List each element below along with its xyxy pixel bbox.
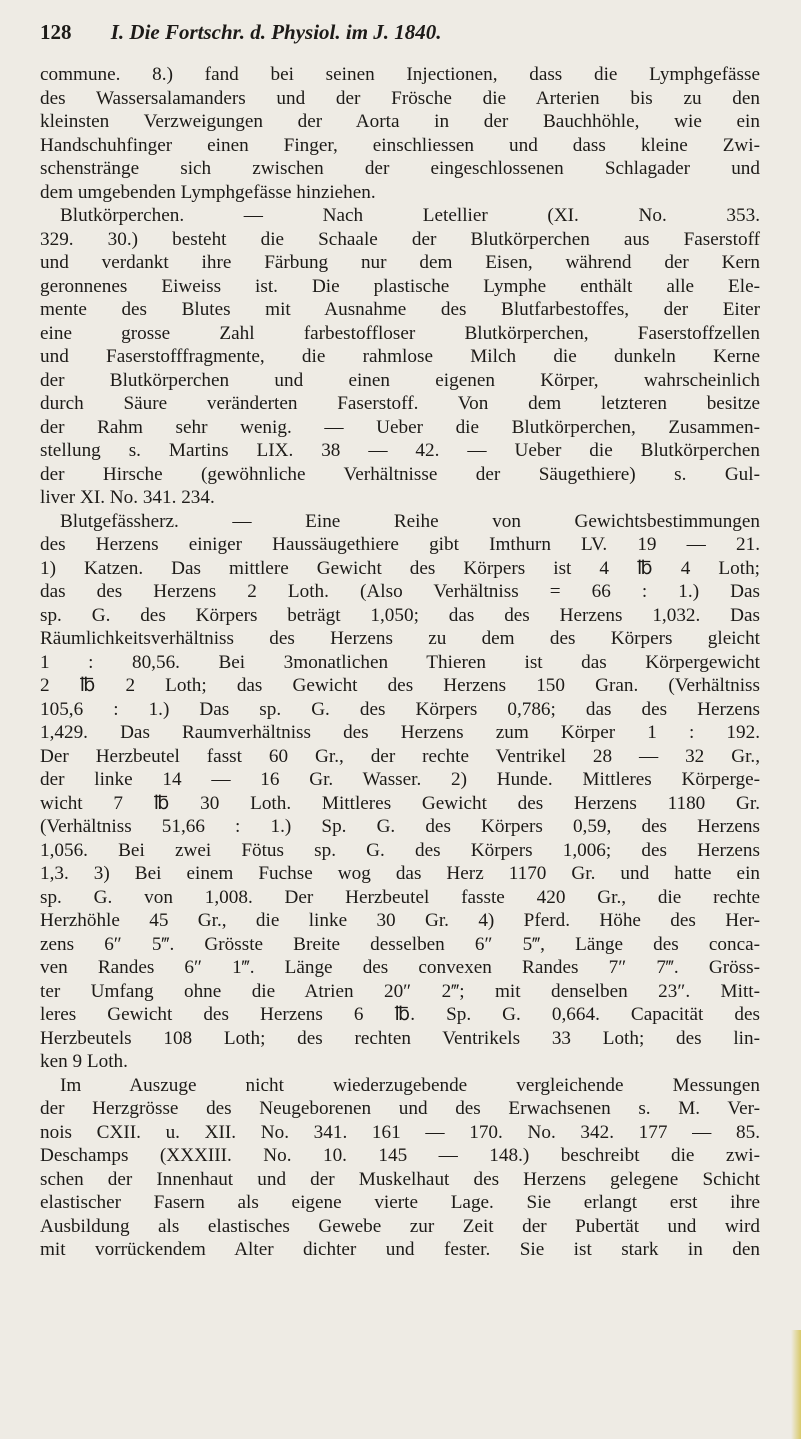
text-line: des Wassersalamanders und der Frösche die Arterien bis zu den bbox=[40, 87, 760, 109]
text-line: wicht 7 ℔ 30 Loth. Mittleres Gewicht des Herzens 1180 Gr. bbox=[40, 792, 760, 814]
text-line: ven Randes 6″ 1‴. Länge des convexen Randes 7″ 7‴. Gröss- bbox=[40, 957, 760, 978]
text-line: kleinsten Verzweigungen der Aorta in der Bauchhöhle, wie ein bbox=[40, 111, 760, 132]
text-line: (Verhältniss 51,66 : 1.) Sp. G. des Körpers 0,59, des Herzens bbox=[40, 816, 760, 837]
text-line: Handschuhfinger einen Finger, einschliessen und dass kleine Zwi- bbox=[40, 134, 760, 156]
running-header-title: I. Die Fortschr. d. Physiol. im J. 1840. bbox=[110, 20, 442, 44]
text-line: ken 9 Loth. bbox=[40, 1051, 128, 1072]
page-edge-stain bbox=[791, 1330, 801, 1439]
text-line: mit vorrückendem Alter dichter und fester. Sie ist stark in den bbox=[40, 1239, 760, 1260]
text-line: liver XI. No. 341. 234. bbox=[40, 487, 215, 508]
text-line: geronnenes Eiweiss ist. Die plastische Lymphe enthält alle Ele- bbox=[40, 275, 760, 297]
text-line: Herzhöhle 45 Gr., die linke 30 Gr. 4) Pferd. Höhe des Her- bbox=[40, 910, 760, 931]
text-line: 1,429. Das Raumverhältniss des Herzens zum Körper 1 : 192. bbox=[40, 722, 760, 743]
text-line: dem umgebenden Lymphgefässe hinziehen. bbox=[40, 181, 376, 203]
text-line: Im Auszuge nicht wiederzugebende vergleichende Messungen bbox=[60, 1074, 760, 1096]
text-line: und verdankt ihre Färbung nur dem Eisen, während der Kern bbox=[40, 252, 760, 273]
text-line: der Herzgrösse des Neugeborenen und des Erwachsenen s. M. Ver- bbox=[40, 1098, 760, 1119]
text-line: mente des Blutes mit Ausnahme des Blutfarbestoffes, der Eiter bbox=[40, 299, 760, 320]
text-line: durch Säure veränderten Faserstoff. Von dem letzteren besitze bbox=[40, 393, 760, 414]
text-line: des Herzens einiger Haussäugethiere gibt Imthurn LV. 19 — 21. bbox=[40, 534, 760, 555]
text-line: stellung s. Martins LIX. 38 — 42. — Ueber die Blutkörperchen bbox=[40, 440, 760, 461]
text-line: und Faserstofffragmente, die rahmlose Milch die dunkeln Kerne bbox=[40, 346, 760, 367]
text-line: eine grosse Zahl farbestoffloser Blutkörperchen, Faserstoffzellen bbox=[40, 322, 760, 344]
text-line: 1,3. 3) Bei einem Fuchse wog das Herz 1170 Gr. und hatte ein bbox=[40, 863, 760, 884]
text-line: der Rahm sehr wenig. — Ueber die Blutkörperchen, Zusammen- bbox=[40, 416, 760, 438]
text-line: Blutgefässherz. — Eine Reihe von Gewichtsbestimmungen bbox=[60, 510, 760, 532]
text-line: der Blutkörperchen und einen eigenen Körper, wahrscheinlich bbox=[40, 369, 760, 391]
text-line: schenstränge sich zwischen der eingeschlossenen Schlagader und bbox=[40, 158, 760, 179]
text-line: Der Herzbeutel fasst 60 Gr., der rechte Ventrikel 28 — 32 Gr., bbox=[40, 745, 760, 767]
body-text bbox=[40, 63, 760, 1262]
text-line: Deschamps (XXXIII. No. 10. 145 — 148.) beschreibt die zwi- bbox=[40, 1145, 760, 1166]
running-header bbox=[40, 20, 760, 45]
text-line: schen der Innenhaut und der Muskelhaut des Herzens gelegene Schicht bbox=[40, 1168, 760, 1190]
text-line: 2 ℔ 2 Loth; das Gewicht des Herzens 150 Gran. (Verhältniss bbox=[40, 675, 760, 696]
text-line: sp. G. von 1,008. Der Herzbeutel fasste 420 Gr., die rechte bbox=[40, 886, 760, 908]
text-line: elastischer Fasern als eigene vierte Lage. Sie erlangt erst ihre bbox=[40, 1192, 760, 1213]
text-line: 1 : 80,56. Bei 3monatlichen Thieren ist das Körpergewicht bbox=[40, 651, 760, 673]
text-line: nois CXII. u. XII. No. 341. 161 — 170. No. 342. 177 — 85. bbox=[40, 1121, 760, 1143]
text-line: Räumlichkeitsverhältniss des Herzens zu dem des Körpers gleicht bbox=[40, 628, 760, 649]
text-line: 1) Katzen. Das mittlere Gewicht des Körpers ist 4 ℔ 4 Loth; bbox=[40, 557, 760, 579]
text-line: Ausbildung als elastisches Gewebe zur Zeit der Pubertät und wird bbox=[40, 1215, 760, 1237]
text-line: ter Umfang ohne die Atrien 20″ 2‴; mit denselben 23″. Mitt- bbox=[40, 980, 760, 1002]
text-line: leres Gewicht des Herzens 6 ℔. Sp. G. 0,664. Capacität des bbox=[40, 1004, 760, 1025]
text-line: 329. 30.) besteht die Schaale der Blutkörperchen aus Faserstoff bbox=[40, 228, 760, 250]
text-line: der Hirsche (gewöhnliche Verhältnisse der Säugethiere) s. Gul- bbox=[40, 463, 760, 485]
text-line: das des Herzens 2 Loth. (Also Verhältniss = 66 : 1.) Das bbox=[40, 581, 760, 602]
text-line: Herzbeutels 108 Loth; des rechten Ventrikels 33 Loth; des lin- bbox=[40, 1027, 760, 1049]
text-line: Blutkörperchen. — Nach Letellier (XI. No. 353. bbox=[60, 205, 760, 226]
page-number: 128 bbox=[40, 20, 72, 44]
text-line: sp. G. des Körpers beträgt 1,050; das des Herzens 1,032. Das bbox=[40, 604, 760, 626]
text-line: der linke 14 — 16 Gr. Wasser. 2) Hunde. Mittleres Körperge- bbox=[40, 769, 760, 790]
text-line: zens 6″ 5‴. Grösste Breite desselben 6″ 5‴, Länge des conca- bbox=[40, 933, 760, 955]
text-line: 105,6 : 1.) Das sp. G. des Körpers 0,786; das des Herzens bbox=[40, 698, 760, 720]
text-line: commune. 8.) fand bei seinen Injectionen, dass die Lymphgefässe bbox=[40, 64, 760, 85]
text-line: 1,056. Bei zwei Fötus sp. G. des Körpers 1,006; des Herzens bbox=[40, 839, 760, 861]
